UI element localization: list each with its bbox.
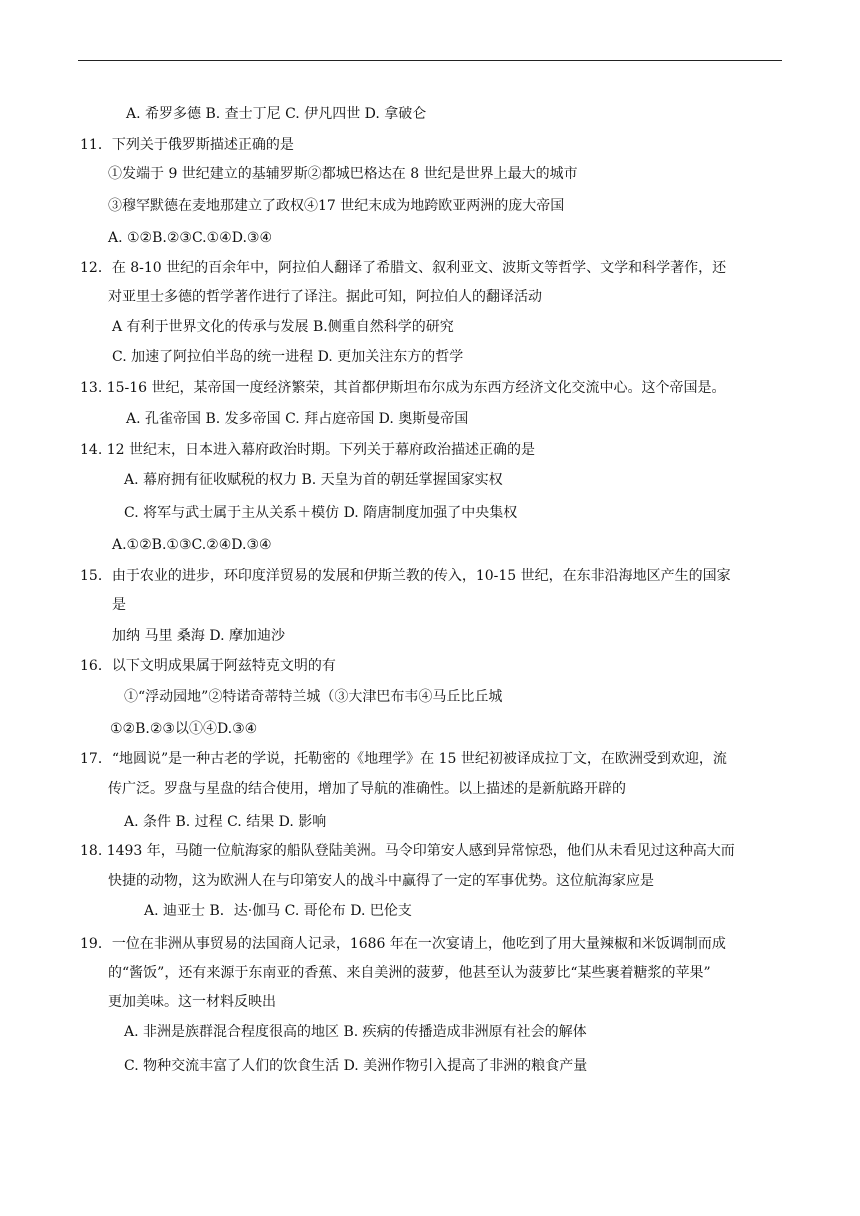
q15-stem-2: 是 [112, 597, 126, 613]
q16-stem: 16．以下文明成果属于阿兹特克文明的有 [80, 658, 336, 674]
q19-options-2: C. 物种交流丰富了人们的饮食生活 D. 美洲作物引入提高了非洲的粮食产量 [124, 1058, 588, 1074]
q15-options: 加纳 马里 桑海 D. 摩加迪沙 [112, 628, 285, 644]
q10-options: A. 希罗多德 B. 查士丁尼 C. 伊凡四世 D. 拿破仑 [126, 106, 427, 122]
q19-stem-3: 更加美味。这一材料反映出 [108, 994, 276, 1010]
q16-statements: ①“浮动园地”②特诺奇蒂特兰城（③大津巴布韦④马丘比丘城 [124, 689, 503, 705]
q13-stem: 13. 15-16 世纪，某帝国一度经济繁荣，其首都伊斯坦布尔成为东西方经济文化交流中心。这个帝国是。 [80, 380, 726, 396]
q18-stem-1: 18. 1493 年，马随一位航海家的船队登陆美洲。马令印第安人感到异常惊恐，他们从未看见过这种高大而 [80, 843, 735, 859]
q19-stem-1: 19．一位在非洲从事贸易的法国商人记录，1686 年在一次宴请上，他吃到了用大量辣椒和米饭调制而成 [80, 936, 726, 952]
q17-stem-1: 17．“地圆说”是一种古老的学说，托勒密的《地理学》在 15 世纪初被译成拉丁文，在欧洲受到欢迎，流 [80, 751, 727, 767]
q15-stem-1: 15．由于农业的进步，环印度洋贸易的发展和伊斯兰教的传入，10-15 世纪，在东非沿海地区产生的国家 [80, 568, 731, 584]
q11-stem: 11．下列关于俄罗斯描述正确的是 [80, 137, 294, 153]
q12-stem-1: 12．在 8-10 世纪的百余年中，阿拉伯人翻译了希腊文、叙利亚文、波斯文等哲学、文学和科学著作，还 [80, 260, 727, 276]
q14-options-2: C. 将军与武士属于主从关系＋模仿 D. 隋唐制度加强了中央集权 [124, 505, 518, 521]
q17-options: A. 条件 B. 过程 C. 结果 D. 影响 [124, 814, 327, 830]
header-rule [78, 60, 782, 61]
q14-stem: 14. 12 世纪末，日本进入幕府政治时期。下列关于幕府政治描述正确的是 [80, 442, 535, 458]
q12-stem-2: 对亚里士多德的哲学著作进行了译注。据此可知，阿拉伯人的翻译活动 [108, 289, 542, 305]
q14-options-1: A. 幕府拥有征收赋税的权力 B. 天皇为首的朝廷掌握国家实权 [124, 472, 503, 488]
q14-choice: A.①②B.①③C.②④D.③④ [112, 537, 272, 553]
q11-statement-1: ①发端于 9 世纪建立的基辅罗斯②都城巴格达在 8 世纪是世界上最大的城市 [108, 166, 578, 182]
q19-stem-2: 的“酱饭”，还有来源于东南亚的香蕉、来自美洲的菠萝，他甚至认为菠萝比“某些裹着糖浆的苹果” [108, 965, 711, 981]
q18-options: A. 迪亚士 B．达·伽马 C. 哥伦布 D. 巴伦支 [144, 903, 412, 919]
q11-options: A. ①②B.②③C.①④D.③④ [108, 230, 272, 246]
q12-options-2: C. 加速了阿拉伯半岛的统一进程 D. 更加关注东方的哲学 [112, 349, 464, 365]
q19-options-1: A. 非洲是族群混合程度很高的地区 B. 疾病的传播造成非洲原有社会的解体 [124, 1024, 587, 1040]
q17-stem-2: 传广泛。罗盘与星盘的结合使用，增加了导航的准确性。以上描述的是新航路开辟的 [108, 781, 626, 797]
q11-statement-2: ③穆罕默德在麦地那建立了政权④17 世纪末成为地跨欧亚两洲的庞大帝国 [108, 198, 565, 214]
q16-options: ①②B.②③以①④D.③④ [110, 721, 258, 737]
q18-stem-2: 快捷的动物，这为欧洲人在与印第安人的战斗中赢得了一定的军事优势。这位航海家应是 [108, 873, 654, 889]
q12-options-1: A 有利于世界文化的传承与发展 B.侧重自然科学的研究 [112, 319, 454, 335]
q13-options: A. 孔雀帝国 B. 发多帝国 C. 拜占庭帝国 D. 奥斯曼帝国 [126, 411, 469, 427]
